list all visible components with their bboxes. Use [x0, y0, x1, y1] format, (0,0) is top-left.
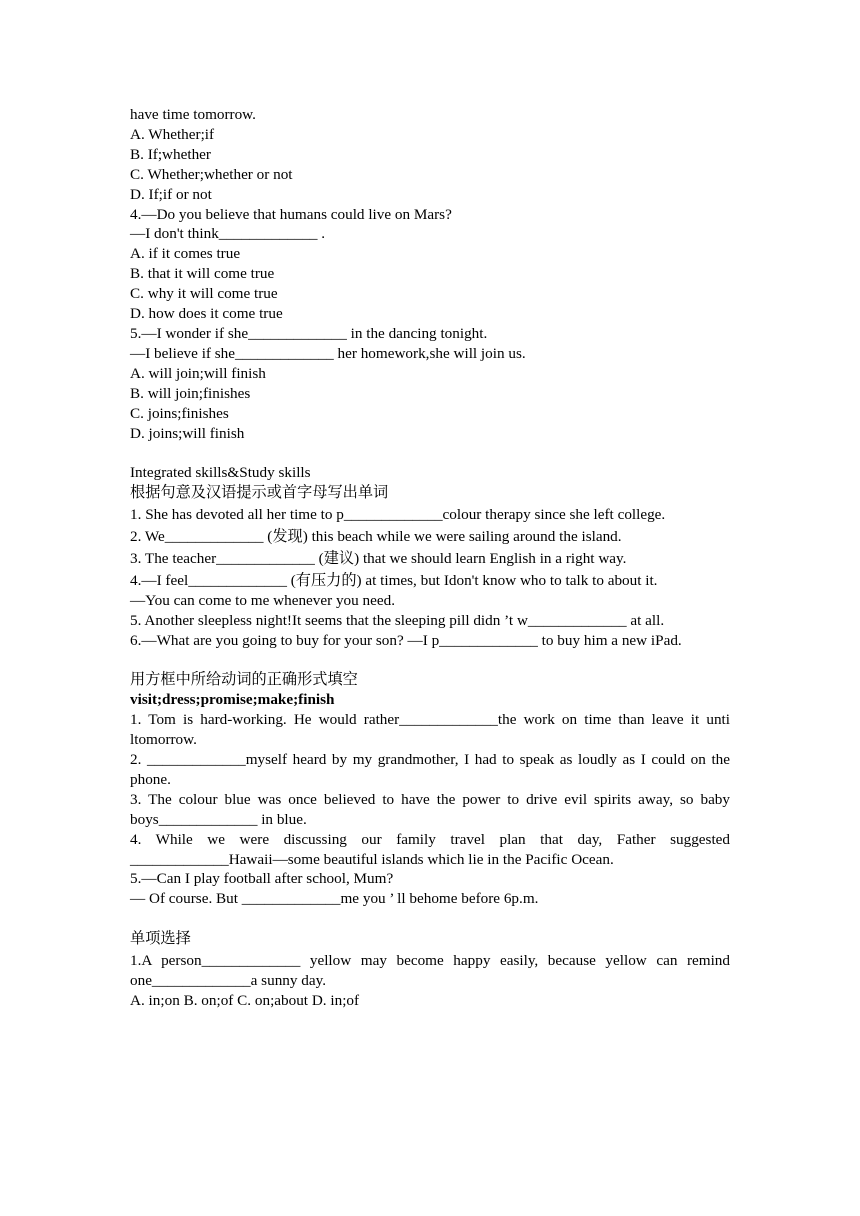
exercise-item: 2. _____________myself heard by my grandmother, I had to speak as loudly as I could on the phone. [130, 750, 730, 788]
exercise-item: 3. The colour blue was once believed to have the power to drive evil spirits away, so baby boys_____________ in blue. [130, 790, 730, 828]
question-line: 4.—Do you believe that humans could live on Mars? [130, 205, 452, 223]
option-line: B. If;whether [130, 145, 211, 163]
question-block-top [130, 105, 730, 443]
document-page [130, 105, 730, 1011]
exercise-item: 5.—Can I play football after school, Mum? [130, 870, 394, 888]
option-line: C. joins;finishes [130, 404, 229, 422]
section-title: 用方框中所给动词的正确形式填空 [130, 671, 358, 689]
option-line: B. that it will come true [130, 265, 275, 283]
option-line: D. If;if or not [130, 185, 212, 203]
exercise-item: 5. Another sleepless night!It seems that the sleeping pill didn ’t w_____________ at all. [130, 611, 665, 629]
exercise-item: 6.—What are you going to buy for your son? —I p_____________ to buy him a new iPad. [130, 631, 682, 649]
exercise-item: — Of course. But _____________me you ’ ll behome before 6p.m. [130, 890, 539, 908]
section-title: Integrated skills&Study skills [130, 464, 311, 482]
exercise-item: —You can come to me whenever you need. [130, 591, 396, 609]
question-line: —I believe if she_____________ her homework,she will join us. [130, 344, 526, 362]
option-line: A. will join;will finish [130, 364, 266, 382]
section-verb-fill [130, 670, 730, 909]
section-multiple-choice [130, 929, 730, 1011]
question-line: 5.—I wonder if she_____________ in the dancing tonight. [130, 324, 488, 342]
option-line: D. how does it come true [130, 305, 283, 323]
exercise-item: 4. While we were discussing our family travel plan that day, Father suggested _____________Hawaii—some beautiful islands which lie in the Pacific Ocean. [130, 830, 730, 868]
section-integrated-skills [130, 463, 730, 650]
word-box: visit;dress;promise;make;finish [130, 691, 335, 709]
exercise-item: 3. The teacher_____________ (建议) that we should learn English in a right way. [130, 549, 627, 567]
exercise-item: 1.A person_____________ yellow may become happy easily, because yellow can remind one_____________a sunny day. [130, 952, 730, 989]
section-instruction: 根据句意及汉语提示或首字母写出单词 [130, 484, 389, 502]
option-line: D. joins;will finish [130, 424, 245, 442]
exercise-item: 2. We_____________ (发现) this beach while we were sailing around the island. [130, 528, 622, 546]
question-line: —I don't think_____________ . [130, 225, 326, 243]
section-title: 单项选择 [130, 930, 191, 948]
option-line: A. if it comes true [130, 245, 241, 263]
text-line: have time tomorrow. [130, 106, 256, 123]
exercise-item: 4.—I feel_____________ (有压力的) at times, but Idon't know who to talk to about it. [130, 571, 658, 589]
option-line: C. why it will come true [130, 285, 278, 303]
option-line: B. will join;finishes [130, 384, 251, 402]
option-line: A. Whether;if [130, 125, 215, 143]
exercise-item: 1. Tom is hard-working. He would rather_____________the work on time than leave it unti ltomorrow. [130, 711, 730, 749]
option-line: A. in;on B. on;of C. on;about D. in;of [130, 991, 360, 1009]
option-line: C. Whether;whether or not [130, 165, 293, 183]
exercise-item: 1. She has devoted all her time to p_____________colour therapy since she left college. [130, 506, 666, 524]
